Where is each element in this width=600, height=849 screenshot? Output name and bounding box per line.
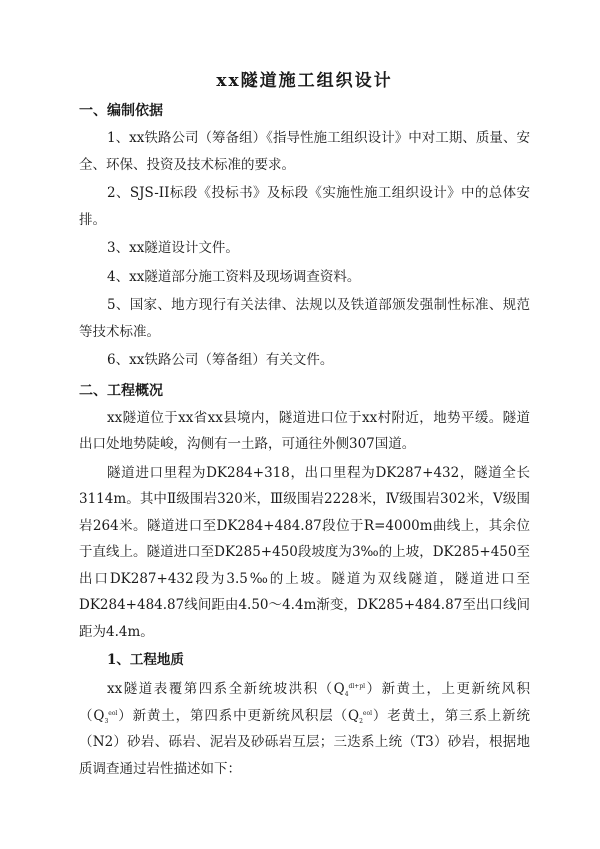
paragraph: xx隧道位于xx省xx县境内，隧道进口位于xx村附近，地势平缓。隧道出口处地势陡峻，沟侧有一土路，可通往外侧307国道。 — [79, 409, 530, 452]
paragraph: 3、xx隧道设计文件。 — [107, 240, 239, 256]
subsection-heading: 1、工程地质 — [107, 652, 184, 668]
formula-superscript: eol — [362, 709, 373, 717]
paragraph: 5、国家、地方现行有关法律、法规以及铁道部颁发强制性标准、规范等技术标准。 — [79, 297, 530, 340]
section-overview — [79, 380, 530, 783]
section-basis — [79, 100, 530, 374]
text-run: ）老黄土，第三系上新统（N2）砂岩、砾岩、泥岩及砂砾岩互层；三迭系上统（T3）砂岩，根据地质调查通过岩性描述如下： — [79, 707, 530, 777]
text-run: ）新黄土，上更新统风积（Q — [79, 681, 531, 724]
paragraph: 4、xx隧道部分施工资料及现场调查资料。 — [107, 268, 361, 285]
text-run: ）新黄土，第四系中更新统风积层（Q — [117, 707, 360, 724]
document-title: xx隧道施工组织设计 — [216, 71, 393, 91]
formula-subscript: 2 — [359, 717, 363, 725]
geology-paragraph — [79, 676, 530, 782]
formula-subscript: 3 — [104, 717, 109, 725]
paragraph: 1、xx铁路公司（筹备组）《指导性施工组织设计》中对工期、质量、安全、环保、投资及技术标准的要求。 — [79, 130, 530, 173]
section-heading: 一、编制依据 — [79, 103, 163, 119]
formula-subscript: 4 — [344, 691, 349, 698]
paragraph: 6、xx铁路公司（筹备组）有关文件。 — [107, 352, 334, 368]
formula-superscript: eol — [108, 709, 118, 717]
paragraph: 隧道进口里程为DK284+318，出口里程为DK287+432，隧道全长3114m。其中Ⅱ级围岩320米，Ⅲ级围岩2228米，Ⅳ级围岩302米，Ⅴ级围岩264米。隧道进口至DK284+484.87段位于R=4000m曲线上，其余位于直线上。隧道进口至DK285+450段坡度为3‰的上坡，DK285+450至出口DK287+432段为3.5‰的上坡。隧道为双线隧道，隧道进口至DK284+484.87线间距由4.50～4.4m渐变，DK285+484.87至出口线间距为4.4m。 — [79, 464, 530, 640]
section-heading: 二、工程概况 — [79, 382, 163, 399]
paragraph: 2、SJS-II标段《投标书》及标段《实施性施工组织设计》中的总体安排。 — [79, 185, 530, 228]
formula-superscript: dl+pl — [348, 683, 366, 690]
text-run: xx隧道表覆第四系全新统坡洪积（Q — [107, 681, 345, 697]
